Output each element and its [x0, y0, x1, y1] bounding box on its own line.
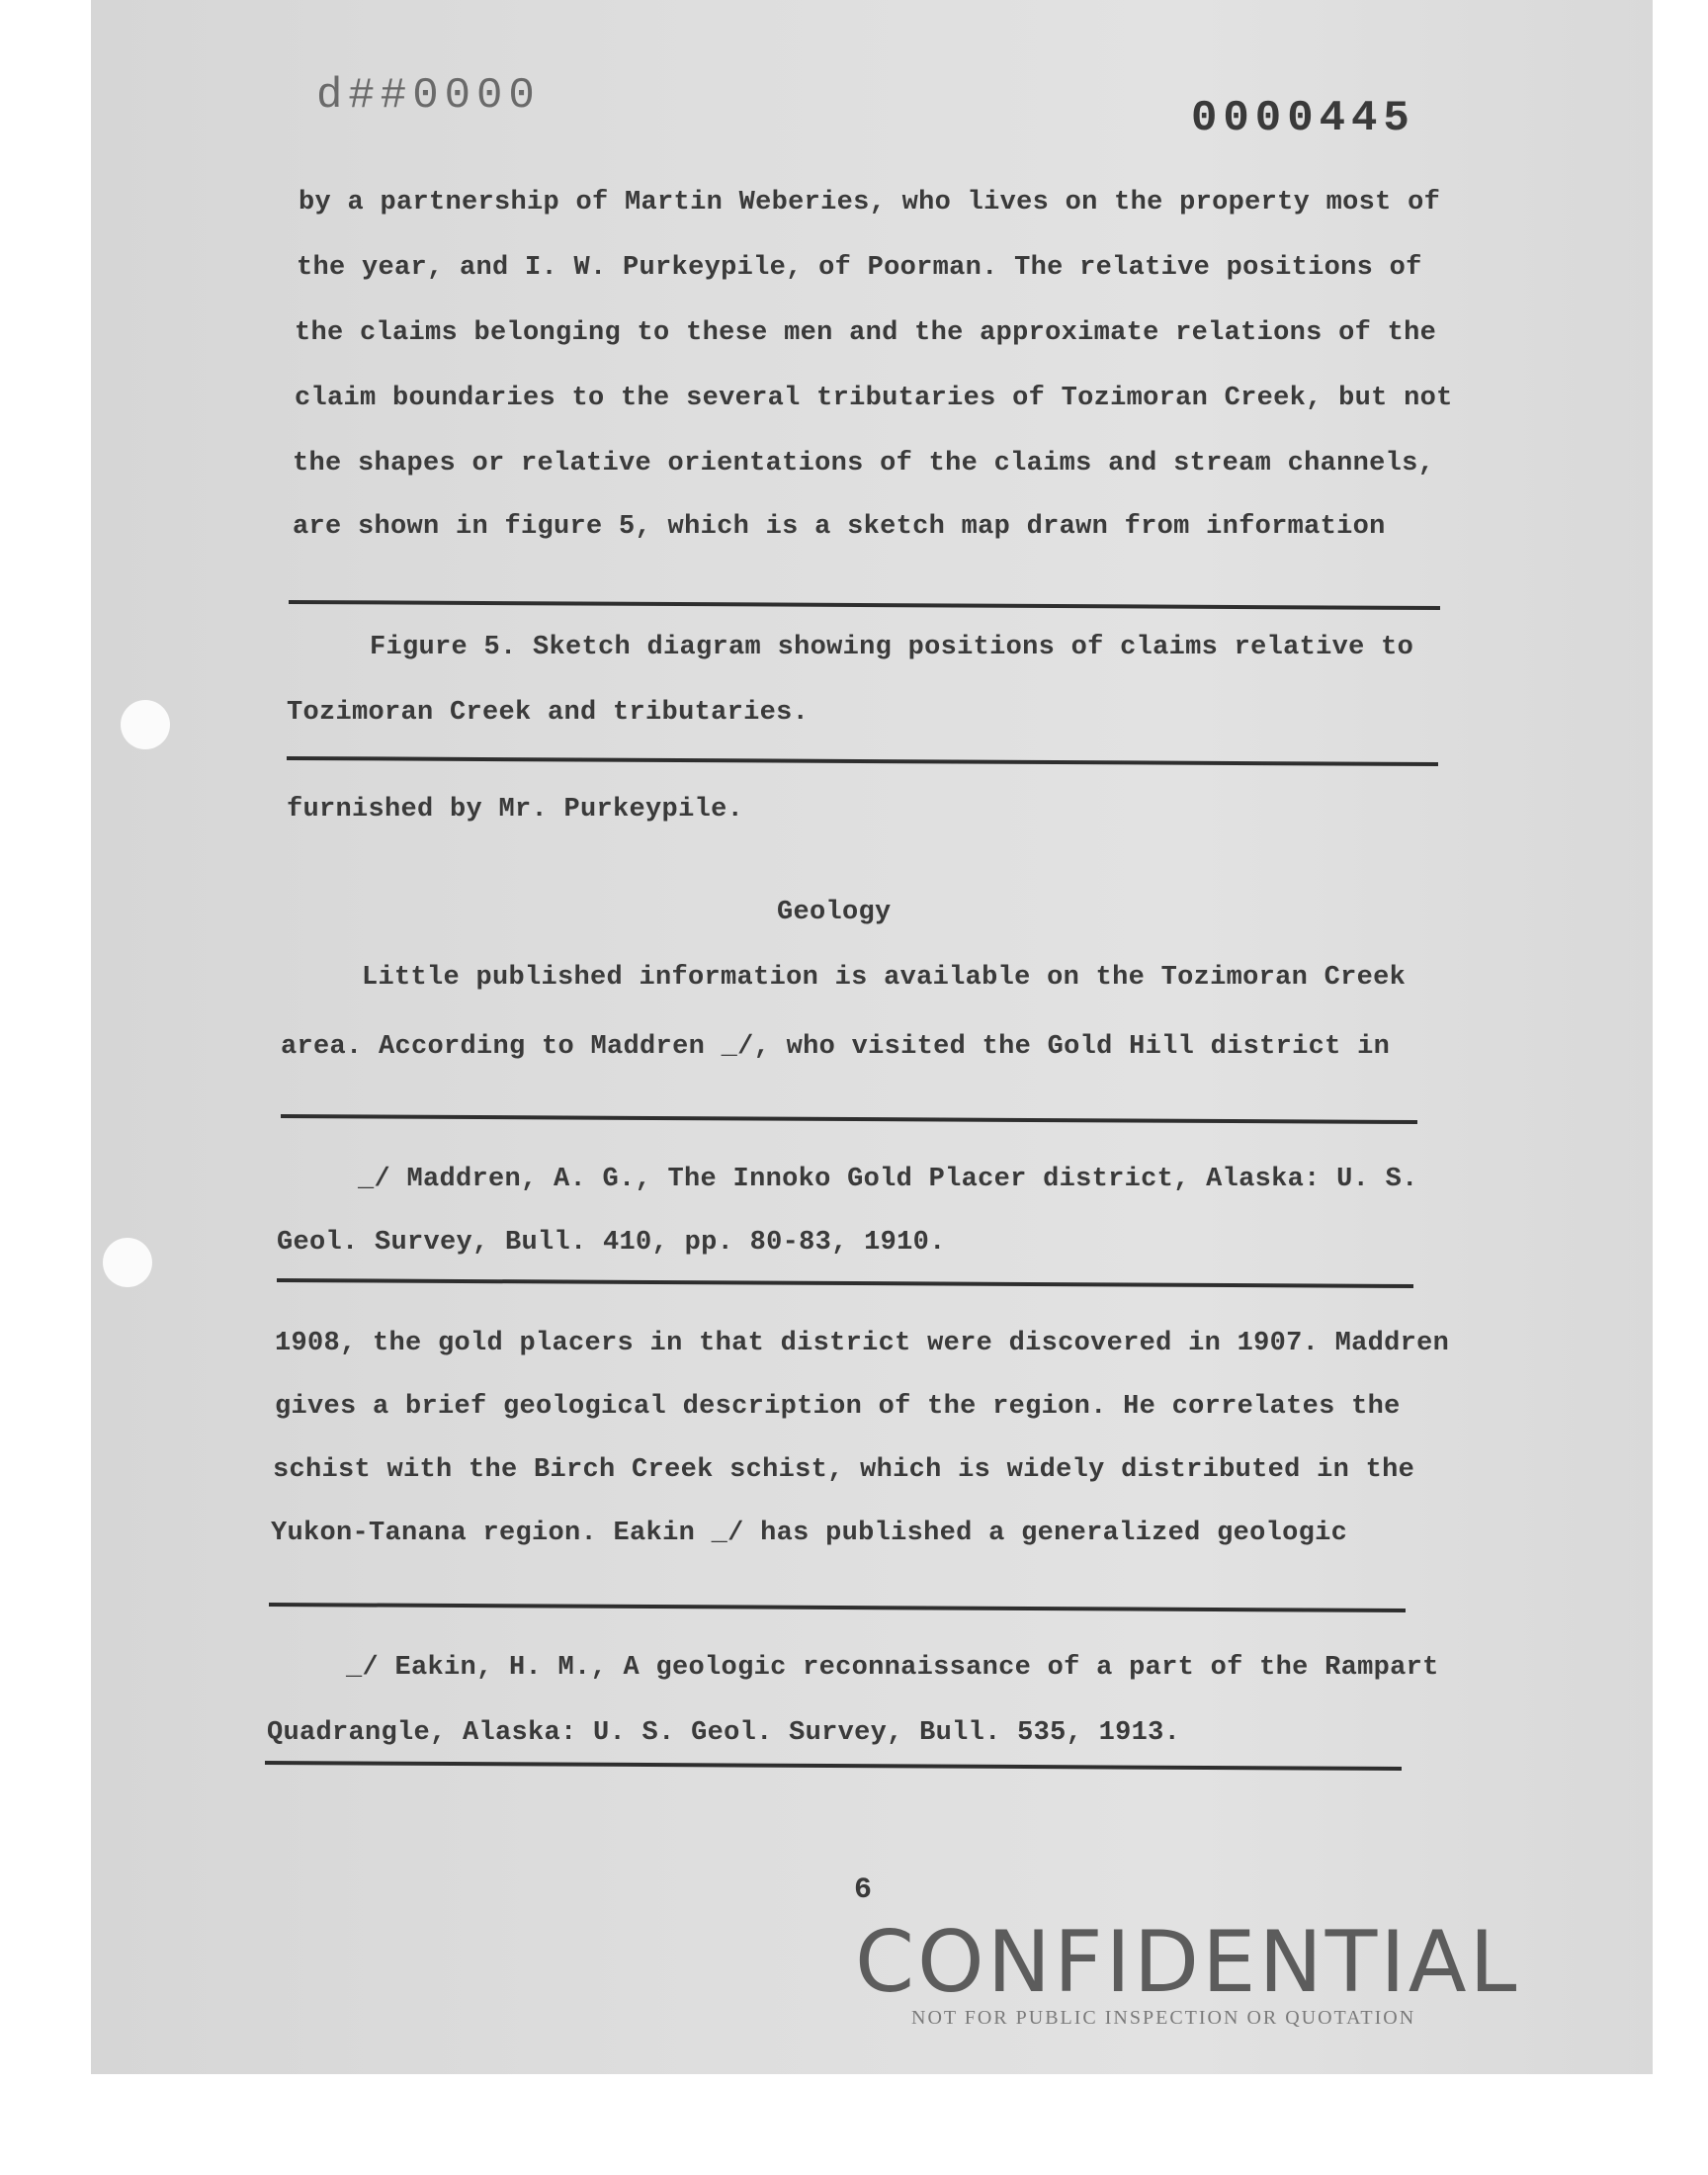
text-line: Yukon-Tanana region. Eakin _/ has published a generalized geologic: [271, 1519, 1348, 1548]
text-line: the shapes or relative orientations of the claims and stream channels,: [293, 449, 1435, 478]
footnote-line: _/ Eakin, H. M., A geologic reconnaissance of a part of the Rampart: [346, 1653, 1439, 1683]
text-line: furnished by Mr. Purkeypile.: [287, 795, 744, 825]
punch-hole: [103, 1238, 152, 1287]
footnote-line: _/ Maddren, A. G., The Innoko Gold Placer district, Alaska: U. S.: [358, 1165, 1418, 1194]
text-line: by a partnership of Martin Weberies, who lives on the property most of: [299, 188, 1441, 218]
confidential-stamp: CONFIDENTIAL: [855, 1913, 1520, 2012]
footnote-line: Quadrangle, Alaska: U. S. Geol. Survey, Bull. 535, 1913.: [267, 1718, 1181, 1748]
page-number: 6: [854, 1873, 873, 1907]
text-line: gives a brief geological description of the region. He correlates the: [275, 1392, 1401, 1422]
punch-hole: [121, 700, 170, 749]
footnote-line: Geol. Survey, Bull. 410, pp. 80-83, 1910.: [277, 1228, 946, 1258]
text-line: the claims belonging to these men and the approximate relations of the: [295, 318, 1437, 348]
left-stamp-number: d##0000: [316, 71, 541, 121]
text-line: Little published information is available on the Tozimoran Creek: [362, 963, 1407, 993]
figure-caption-line: Tozimoran Creek and tributaries.: [287, 698, 810, 728]
section-heading: Geology: [777, 898, 892, 927]
text-line: are shown in figure 5, which is a sketch map drawn from information: [293, 512, 1386, 542]
text-line: 1908, the gold placers in that district were discovered in 1907. Maddren: [275, 1329, 1450, 1358]
figure-caption-line: Figure 5. Sketch diagram showing positions of claims relative to: [370, 633, 1414, 662]
text-line: schist with the Birch Creek schist, which is widely distributed in the: [273, 1455, 1415, 1485]
confidential-stamp-subtitle: NOT FOR PUBLIC INSPECTION OR QUOTATION: [911, 2007, 1416, 2029]
text-line: area. According to Maddren _/, who visited the Gold Hill district in: [281, 1032, 1391, 1062]
page-id-number: 0000445: [1191, 94, 1415, 143]
text-line: claim boundaries to the several tributaries of Tozimoran Creek, but not: [295, 384, 1453, 413]
text-line: the year, and I. W. Purkeypile, of Poorman. The relative positions of: [297, 253, 1422, 283]
